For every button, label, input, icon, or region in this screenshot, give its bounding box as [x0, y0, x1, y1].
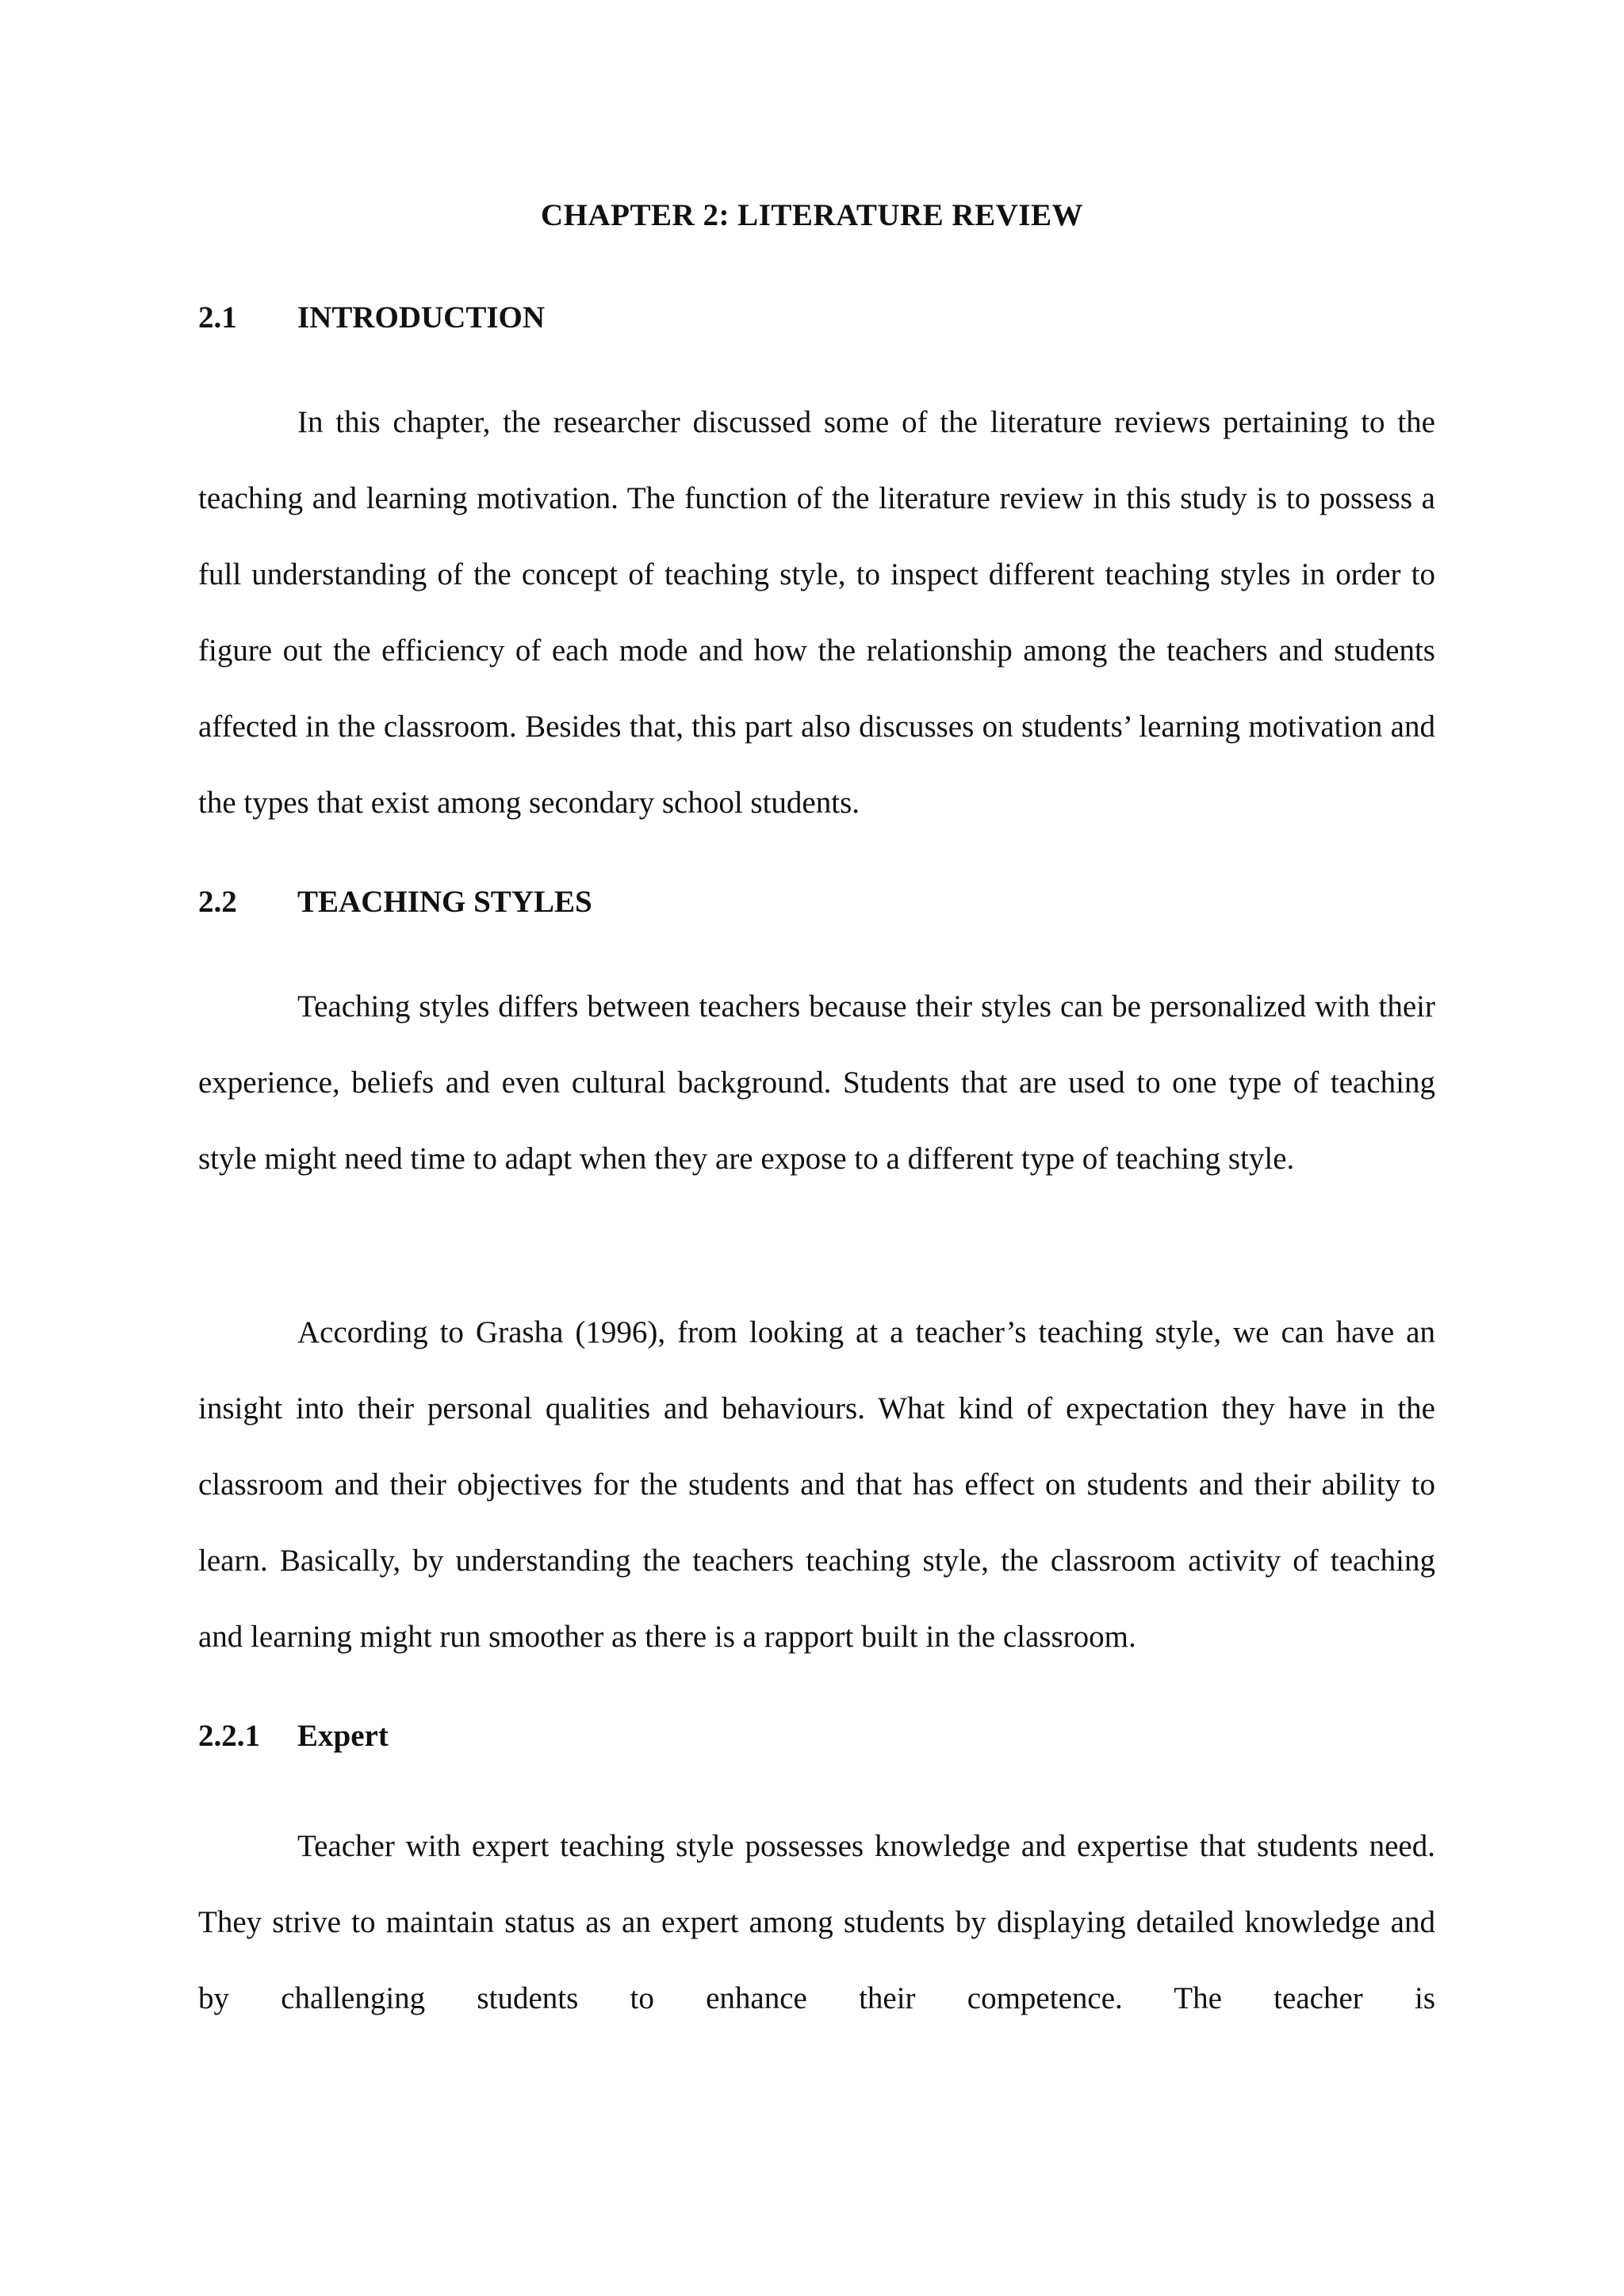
- section-number: 2.2: [198, 885, 237, 919]
- section-heading-teaching-styles: [198, 883, 592, 921]
- section-title: INTRODUCTION: [297, 300, 546, 335]
- paragraph-teaching-styles-2: According to Grasha (1996), from looking at a teacher’s teaching style, we can have an insight into their personal qualities and behaviours. What kind of expectation they have in the classroom and their objectives for the students and that has effect on students and their ability to learn. Basically, by understanding the teachers teaching style, the classroom activity of teaching and learning might run smoother as there is a rapport built in the classroom.: [198, 1315, 1435, 1654]
- section-number: 2.1: [198, 300, 237, 335]
- chapter-title: CHAPTER 2: LITERATURE REVIEW: [541, 198, 1083, 232]
- paragraph-introduction: In this chapter, the researcher discussed some of the literature reviews pertaining to the teaching and learning motivation. The function of the literature review in this study is to possess a full understanding of the concept of teaching style, to inspect different teaching styles in order to figure out the efficiency of each mode and how the relationship among the teachers and students affected in the classroom. Besides that, this part also discusses on students’ learning motivation and the types that exist among secondary school students.: [198, 405, 1435, 820]
- paragraph-teaching-styles-1: Teaching styles differs between teachers because their styles can be personalized with their experience, beliefs and even cultural background. Students that are used to one type of teaching style might need time to adapt when they are expose to a different type of teaching style.: [198, 989, 1435, 1176]
- section-heading-introduction: [198, 299, 545, 337]
- paragraph-expert: Teacher with expert teaching style possesses knowledge and expertise that students need. They strive to maintain status as an expert among students by displaying detailed knowledge and by challenging students to enhance their competence. The teacher is: [198, 1829, 1435, 2015]
- section-title: TEACHING STYLES: [297, 885, 592, 919]
- section-number: 2.2.1: [198, 1719, 260, 1753]
- section-heading-expert: [198, 1717, 389, 1755]
- section-title: Expert: [297, 1719, 389, 1753]
